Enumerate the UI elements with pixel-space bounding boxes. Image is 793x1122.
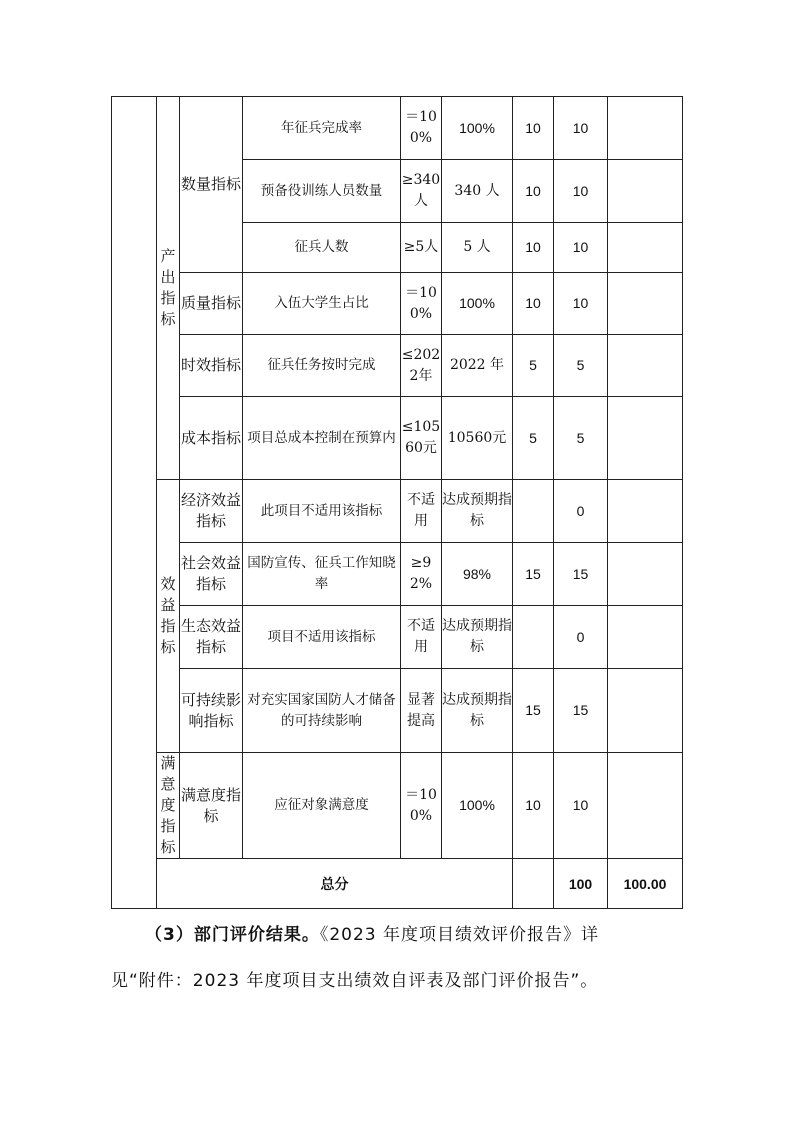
sub-indicator-cell: 可持续影响指标 [180, 669, 243, 753]
actual-value-cell: 2022 年 [442, 335, 513, 397]
actual-value-cell: 10560元 [442, 397, 513, 480]
total-weight: 100 [554, 859, 608, 909]
actual-value-cell: 100% [442, 273, 513, 335]
note-cell [608, 223, 683, 273]
indicator-cell: 项目总成本控制在预算内 [243, 397, 401, 480]
standard-cell: 不适用 [401, 480, 442, 543]
indicator-cell: 预备役训练人员数量 [243, 160, 401, 223]
standard-cell: ＝100% [401, 273, 442, 335]
paragraph-line-1: 《2023 年度项目绩效评价报告》详 [319, 925, 600, 945]
actual-value-cell: 5 人 [442, 223, 513, 273]
indicator-cell: 项目不适用该指标 [243, 606, 401, 669]
actual-value-cell: 100% [442, 753, 513, 859]
indicator-cell: 征兵任务按时完成 [243, 335, 401, 397]
score-cell: 15 [554, 669, 608, 753]
table-row [112, 397, 683, 480]
weight-cell: 5 [513, 335, 554, 397]
weight-cell: 15 [513, 669, 554, 753]
indicator-cell: 对充实国家国防人才储备的可持续影响 [243, 669, 401, 753]
table-row [112, 669, 683, 753]
score-cell: 10 [554, 753, 608, 859]
table-row [112, 606, 683, 669]
sub-indicator-cell: 生态效益指标 [180, 606, 243, 669]
note-cell [608, 753, 683, 859]
sub-indicator-cell: 满意度指标 [180, 753, 243, 859]
standard-cell: ＝100% [401, 97, 442, 160]
score-cell: 10 [554, 160, 608, 223]
total-value-cell [513, 859, 554, 909]
total-label: 总分 [157, 859, 513, 909]
total-score: 100.00 [608, 859, 683, 909]
table-row [112, 97, 683, 160]
weight-cell: 15 [513, 543, 554, 606]
sub-indicator-cell: 成本指标 [180, 397, 243, 480]
group-benefit-indicators: 效益指标 [157, 480, 180, 753]
actual-value-cell: 达成预期指标 [442, 480, 513, 543]
score-cell: 0 [554, 606, 608, 669]
table-row [112, 335, 683, 397]
table-row [112, 273, 683, 335]
note-cell [608, 160, 683, 223]
score-cell: 5 [554, 397, 608, 480]
weight-cell [513, 606, 554, 669]
score-cell: 15 [554, 543, 608, 606]
note-cell [608, 480, 683, 543]
score-cell: 10 [554, 273, 608, 335]
note-cell [608, 606, 683, 669]
score-cell: 5 [554, 335, 608, 397]
standard-cell: ≥5人 [401, 223, 442, 273]
sub-indicator-cell: 经济效益指标 [180, 480, 243, 543]
group-satisfaction-indicators: 满意度指标 [157, 753, 180, 859]
note-cell [608, 335, 683, 397]
weight-cell: 5 [513, 397, 554, 480]
weight-cell: 10 [513, 160, 554, 223]
indicator-cell: 应征对象满意度 [243, 753, 401, 859]
actual-value-cell: 340 人 [442, 160, 513, 223]
standard-cell: 显著提高 [401, 669, 442, 753]
actual-value-cell: 98% [442, 543, 513, 606]
weight-cell: 10 [513, 273, 554, 335]
weight-cell: 10 [513, 223, 554, 273]
paragraph-line-2: 见“附件：2023 年度项目支出绩效自评表及部门评价报告”。 [111, 971, 599, 991]
weight-cell: 10 [513, 97, 554, 160]
sub-indicator-cell: 质量指标 [180, 273, 243, 335]
evaluation-result-paragraph [111, 920, 683, 945]
blank-first-column-cell [112, 97, 157, 909]
note-cell [608, 669, 683, 753]
score-cell: 0 [554, 480, 608, 543]
standard-cell: ≤10560元 [401, 397, 442, 480]
group-output-indicators: 产出指标 [157, 97, 180, 480]
paragraph-heading: （3）部门评价结果。 [145, 925, 320, 945]
actual-value-cell: 达成预期指标 [442, 669, 513, 753]
performance-evaluation-table [111, 96, 683, 909]
total-row [112, 859, 683, 909]
standard-cell: ≥92% [401, 543, 442, 606]
note-cell [608, 97, 683, 160]
sub-indicator-cell: 时效指标 [180, 335, 243, 397]
weight-cell: 10 [513, 753, 554, 859]
indicator-cell: 国防宣传、征兵工作知晓率 [243, 543, 401, 606]
sub-indicator-cell: 数量指标 [180, 97, 243, 273]
table-row [112, 480, 683, 543]
standard-cell: ＝100% [401, 753, 442, 859]
note-cell [608, 397, 683, 480]
weight-cell [513, 480, 554, 543]
indicator-cell: 入伍大学生占比 [243, 273, 401, 335]
standard-cell: ≥340人 [401, 160, 442, 223]
standard-cell: 不适用 [401, 606, 442, 669]
score-cell: 10 [554, 223, 608, 273]
table-row [112, 753, 683, 859]
indicator-cell: 此项目不适用该指标 [243, 480, 401, 543]
note-cell [608, 273, 683, 335]
sub-indicator-cell: 社会效益指标 [180, 543, 243, 606]
score-cell: 10 [554, 97, 608, 160]
note-cell [608, 543, 683, 606]
standard-cell: ≤2022年 [401, 335, 442, 397]
actual-value-cell: 达成预期指标 [442, 606, 513, 669]
actual-value-cell: 100% [442, 97, 513, 160]
table-row [112, 543, 683, 606]
indicator-cell: 征兵人数 [243, 223, 401, 273]
indicator-cell: 年征兵完成率 [243, 97, 401, 160]
